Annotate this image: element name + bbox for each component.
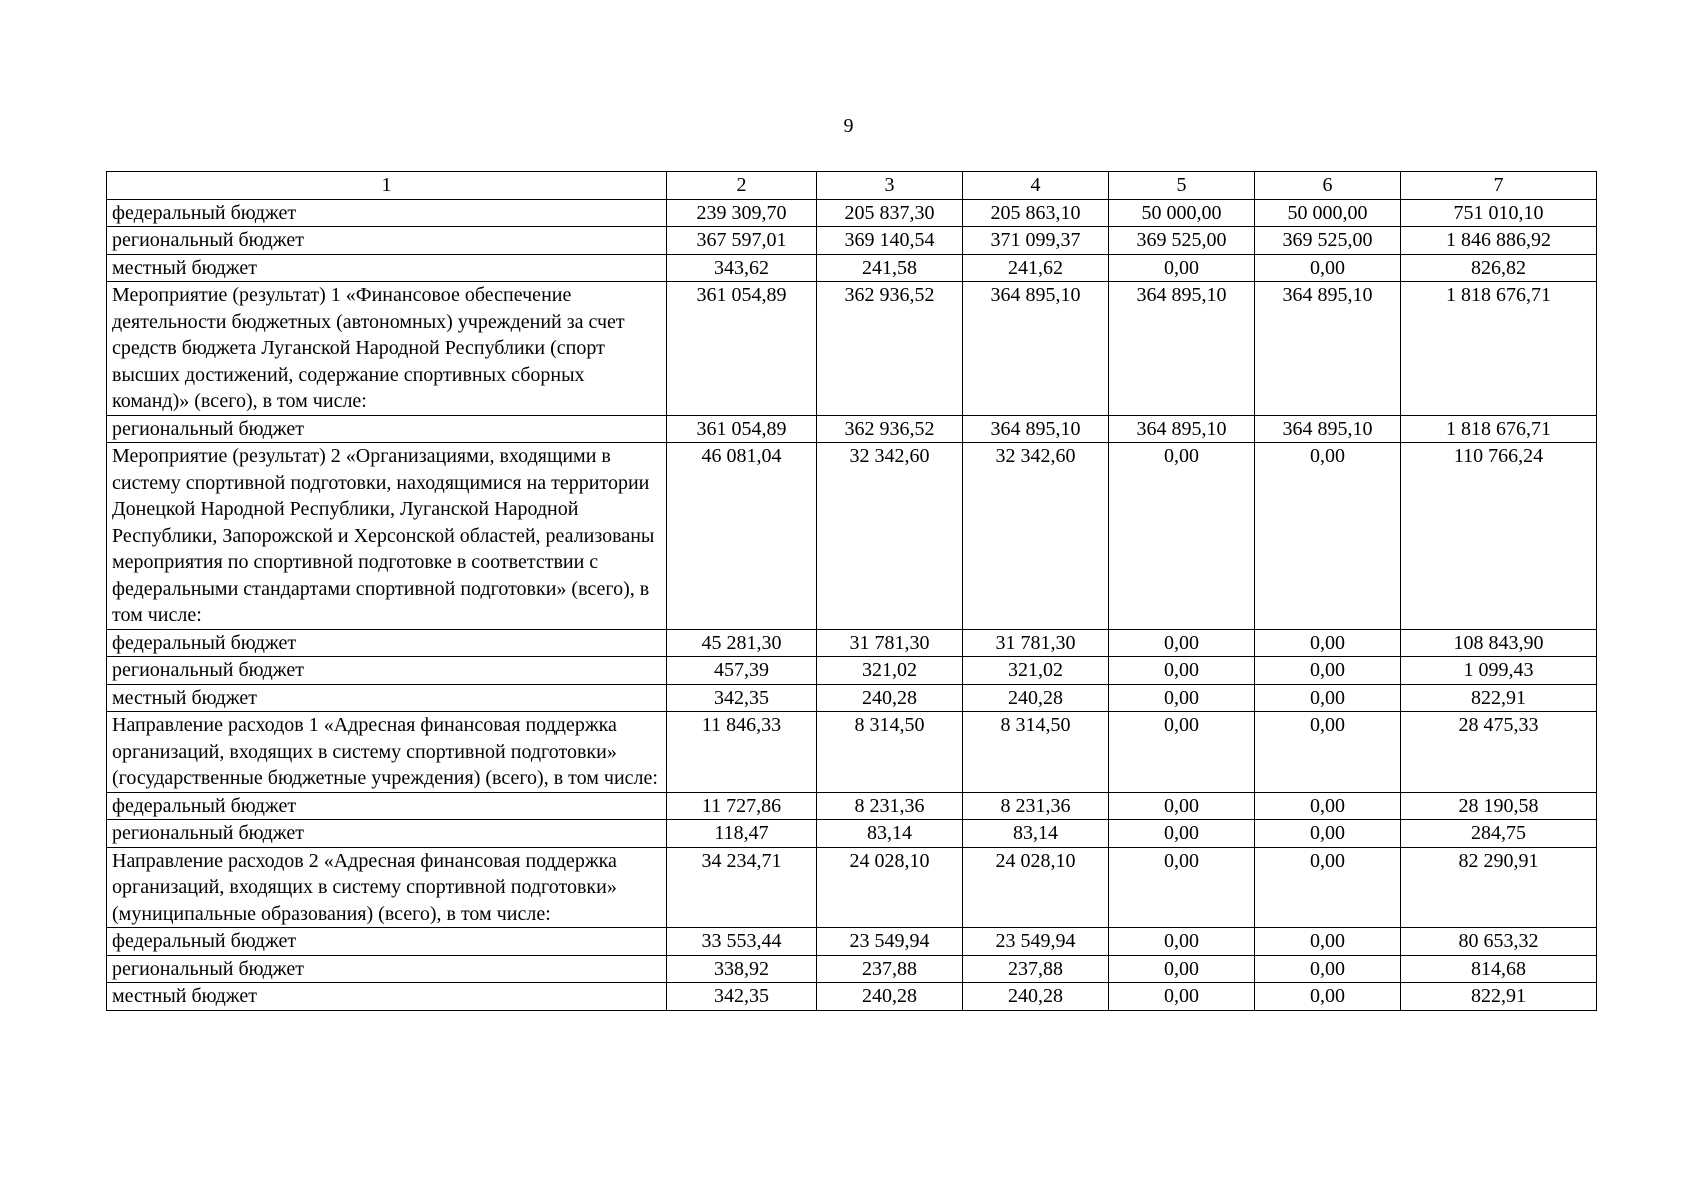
value-cell: 240,28 <box>963 983 1109 1011</box>
value-cell: 0,00 <box>1109 820 1255 848</box>
row-label: местный бюджет <box>107 983 667 1011</box>
value-cell: 0,00 <box>1255 254 1401 282</box>
value-cell: 240,28 <box>963 684 1109 712</box>
value-cell: 822,91 <box>1401 983 1597 1011</box>
value-cell: 237,88 <box>963 955 1109 983</box>
row-label: региональный бюджет <box>107 415 667 443</box>
row-label: местный бюджет <box>107 254 667 282</box>
table-row <box>107 443 1597 630</box>
value-cell: 338,92 <box>667 955 817 983</box>
value-cell: 342,35 <box>667 983 817 1011</box>
table-row <box>107 847 1597 928</box>
value-cell: 0,00 <box>1109 629 1255 657</box>
value-cell: 8 231,36 <box>963 792 1109 820</box>
value-cell: 364 895,10 <box>963 415 1109 443</box>
value-cell: 240,28 <box>817 983 963 1011</box>
value-cell: 0,00 <box>1255 928 1401 956</box>
value-cell: 34 234,71 <box>667 847 817 928</box>
value-cell: 83,14 <box>817 820 963 848</box>
column-header: 7 <box>1401 172 1597 200</box>
value-cell: 8 231,36 <box>817 792 963 820</box>
value-cell: 0,00 <box>1255 820 1401 848</box>
value-cell: 32 342,60 <box>963 443 1109 630</box>
value-cell: 0,00 <box>1255 792 1401 820</box>
value-cell: 237,88 <box>817 955 963 983</box>
row-label: Направление расходов 2 «Адресная финансовая поддержка организаций, входящих в систему спортивной подготовки» (муниципальные образования) (всего), в том числе: <box>107 847 667 928</box>
value-cell: 364 895,10 <box>1255 282 1401 416</box>
value-cell: 205 863,10 <box>963 199 1109 227</box>
value-cell: 82 290,91 <box>1401 847 1597 928</box>
value-cell: 826,82 <box>1401 254 1597 282</box>
value-cell: 45 281,30 <box>667 629 817 657</box>
value-cell: 0,00 <box>1109 443 1255 630</box>
value-cell: 0,00 <box>1109 684 1255 712</box>
value-cell: 751 010,10 <box>1401 199 1597 227</box>
table-row <box>107 712 1597 793</box>
value-cell: 24 028,10 <box>963 847 1109 928</box>
column-header: 6 <box>1255 172 1401 200</box>
column-header: 5 <box>1109 172 1255 200</box>
value-cell: 240,28 <box>817 684 963 712</box>
row-label: Направление расходов 1 «Адресная финансовая поддержка организаций, входящих в систему спортивной подготовки» (государственные бюджетные учреждения) (всего), в том числе: <box>107 712 667 793</box>
value-cell: 0,00 <box>1255 983 1401 1011</box>
page-number: 9 <box>843 115 854 137</box>
value-cell: 0,00 <box>1255 847 1401 928</box>
value-cell: 8 314,50 <box>817 712 963 793</box>
value-cell: 11 846,33 <box>667 712 817 793</box>
value-cell: 32 342,60 <box>817 443 963 630</box>
value-cell: 50 000,00 <box>1109 199 1255 227</box>
value-cell: 46 081,04 <box>667 443 817 630</box>
value-cell: 1 846 886,92 <box>1401 227 1597 255</box>
value-cell: 361 054,89 <box>667 415 817 443</box>
value-cell: 0,00 <box>1109 254 1255 282</box>
value-cell: 361 054,89 <box>667 282 817 416</box>
column-header: 2 <box>667 172 817 200</box>
value-cell: 23 549,94 <box>963 928 1109 956</box>
value-cell: 50 000,00 <box>1255 199 1401 227</box>
value-cell: 80 653,32 <box>1401 928 1597 956</box>
value-cell: 284,75 <box>1401 820 1597 848</box>
value-cell: 1 818 676,71 <box>1401 415 1597 443</box>
value-cell: 8 314,50 <box>963 712 1109 793</box>
value-cell: 369 140,54 <box>817 227 963 255</box>
value-cell: 0,00 <box>1255 657 1401 685</box>
value-cell: 362 936,52 <box>817 282 963 416</box>
row-label: Мероприятие (результат) 2 «Организациями, входящими в систему спортивной подготовки, находящимися на территории Донецкой Народной Республики, Луганской Народной Республики, Запорожской и Херсонской областей, реализованы мероприятия по спортивной подготовке в соответствии с федеральными стандартами спортивной подготовки» (всего), в том числе: <box>107 443 667 630</box>
table-row <box>107 629 1597 657</box>
table-row <box>107 820 1597 848</box>
value-cell: 28 475,33 <box>1401 712 1597 793</box>
value-cell: 31 781,30 <box>817 629 963 657</box>
table-row <box>107 983 1597 1011</box>
value-cell: 24 028,10 <box>817 847 963 928</box>
value-cell: 371 099,37 <box>963 227 1109 255</box>
value-cell: 0,00 <box>1109 955 1255 983</box>
column-header: 4 <box>963 172 1109 200</box>
table-body <box>107 199 1597 1010</box>
row-label: Мероприятие (результат) 1 «Финансовое обеспечение деятельности бюджетных (автономных) учреждений за счет средств бюджета Луганской Народной Республики (спорт высших достижений, содержание спортивных сборных команд)» (всего), в том числе: <box>107 282 667 416</box>
value-cell: 457,39 <box>667 657 817 685</box>
value-cell: 0,00 <box>1109 792 1255 820</box>
table-row <box>107 792 1597 820</box>
value-cell: 239 309,70 <box>667 199 817 227</box>
row-label: региональный бюджет <box>107 820 667 848</box>
table-row <box>107 684 1597 712</box>
row-label: региональный бюджет <box>107 955 667 983</box>
value-cell: 241,58 <box>817 254 963 282</box>
row-label: федеральный бюджет <box>107 928 667 956</box>
table-row <box>107 955 1597 983</box>
value-cell: 241,62 <box>963 254 1109 282</box>
table-row <box>107 928 1597 956</box>
value-cell: 118,47 <box>667 820 817 848</box>
value-cell: 822,91 <box>1401 684 1597 712</box>
row-label: федеральный бюджет <box>107 792 667 820</box>
value-cell: 0,00 <box>1255 443 1401 630</box>
table-row <box>107 415 1597 443</box>
value-cell: 0,00 <box>1109 983 1255 1011</box>
value-cell: 364 895,10 <box>963 282 1109 416</box>
value-cell: 364 895,10 <box>1109 282 1255 416</box>
value-cell: 23 549,94 <box>817 928 963 956</box>
row-label: региональный бюджет <box>107 657 667 685</box>
value-cell: 1 099,43 <box>1401 657 1597 685</box>
value-cell: 205 837,30 <box>817 199 963 227</box>
value-cell: 0,00 <box>1109 847 1255 928</box>
row-label: местный бюджет <box>107 684 667 712</box>
column-header: 3 <box>817 172 963 200</box>
row-label: региональный бюджет <box>107 227 667 255</box>
column-header: 1 <box>107 172 667 200</box>
value-cell: 342,35 <box>667 684 817 712</box>
value-cell: 364 895,10 <box>1109 415 1255 443</box>
table-row <box>107 657 1597 685</box>
value-cell: 321,02 <box>817 657 963 685</box>
value-cell: 1 818 676,71 <box>1401 282 1597 416</box>
value-cell: 362 936,52 <box>817 415 963 443</box>
table-row <box>107 282 1597 416</box>
value-cell: 814,68 <box>1401 955 1597 983</box>
value-cell: 343,62 <box>667 254 817 282</box>
value-cell: 108 843,90 <box>1401 629 1597 657</box>
value-cell: 0,00 <box>1109 712 1255 793</box>
table-row <box>107 227 1597 255</box>
value-cell: 28 190,58 <box>1401 792 1597 820</box>
table-row <box>107 199 1597 227</box>
value-cell: 33 553,44 <box>667 928 817 956</box>
value-cell: 11 727,86 <box>667 792 817 820</box>
value-cell: 110 766,24 <box>1401 443 1597 630</box>
value-cell: 31 781,30 <box>963 629 1109 657</box>
value-cell: 0,00 <box>1255 684 1401 712</box>
value-cell: 83,14 <box>963 820 1109 848</box>
value-cell: 0,00 <box>1109 657 1255 685</box>
value-cell: 0,00 <box>1255 629 1401 657</box>
row-label: федеральный бюджет <box>107 629 667 657</box>
value-cell: 367 597,01 <box>667 227 817 255</box>
value-cell: 369 525,00 <box>1109 227 1255 255</box>
value-cell: 0,00 <box>1255 712 1401 793</box>
header-row <box>107 172 1597 200</box>
value-cell: 321,02 <box>963 657 1109 685</box>
value-cell: 0,00 <box>1255 955 1401 983</box>
table-row <box>107 254 1597 282</box>
value-cell: 369 525,00 <box>1255 227 1401 255</box>
value-cell: 364 895,10 <box>1255 415 1401 443</box>
value-cell: 0,00 <box>1109 928 1255 956</box>
budget-table <box>106 171 1597 1011</box>
row-label: федеральный бюджет <box>107 199 667 227</box>
